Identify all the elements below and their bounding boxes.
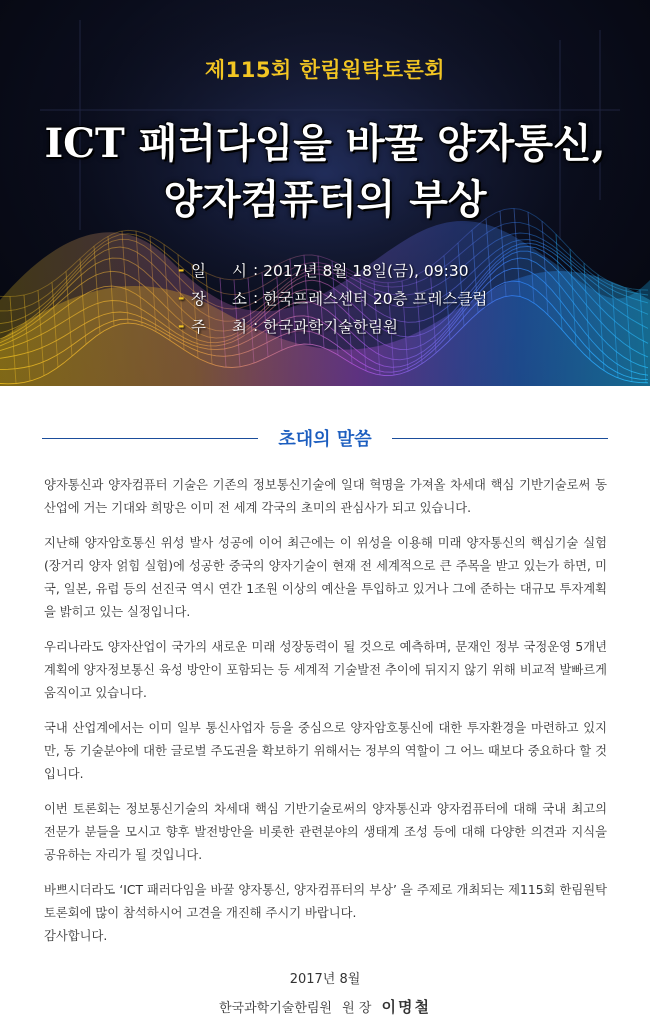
- bullet-dash: -: [178, 317, 185, 335]
- label-char: 시: [232, 262, 247, 280]
- paragraph: 양자통신과 양자컴퓨터 기술은 기존의 정보통신기술에 일대 혁명을 가져올 차세대 핵심 기반기술로써 동산업에 거는 기대와 희망은 이미 전 세계 각국의 초미의 관심사가 되고 있습니다.: [44, 478, 607, 515]
- invitation-heading: 초대의 말씀: [278, 429, 372, 450]
- bullet-dash: -: [178, 261, 185, 279]
- invitation-body: [44, 474, 607, 948]
- label-char: 주: [191, 318, 206, 336]
- label-char: 소: [232, 290, 247, 308]
- letter-date: 2017년 8월: [289, 972, 361, 987]
- info-value: 한국프레스센터 20층 프레스클럽: [263, 290, 488, 308]
- signer-name: 이명철: [381, 998, 432, 1016]
- event-title-line-1: ICT 패러다임을 바꿀 양자통신,: [44, 120, 606, 167]
- paragraph: 우리나라도 양자산업이 국가의 새로운 미래 성장동력이 될 것으로 예측하며, 문재인 정부 국정운영 5개년 계획에 양자정보통신 육성 방안이 포함되는 등 세계적 기술발전 추이에 뒤지지 않기 위해 비교적 발빠르게 움직이고 있습니다.: [44, 640, 607, 700]
- event-title-line-2: 양자컴퓨터의 부상: [163, 176, 487, 223]
- label-char: 최: [232, 318, 247, 336]
- info-row-host: [178, 312, 487, 340]
- info-row-time: [178, 256, 487, 284]
- separator: :: [253, 317, 259, 335]
- info-value: 한국과학기술한림원: [263, 318, 398, 336]
- label-char: 일: [191, 262, 206, 280]
- separator: :: [253, 289, 259, 307]
- signer-position: 원 장: [342, 1001, 372, 1016]
- event-banner: [0, 0, 650, 386]
- info-row-place: [178, 284, 487, 312]
- paragraph: 국내 산업계에서는 이미 일부 통신사업자 등을 중심으로 양자암호통신에 대한 투자환경을 마련하고 있지만, 동 기술분야에 대한 글로벌 주도권을 확보하기 위해서는 정부의 역할이 그 어느 때보다 중요하다 할 것입니다.: [44, 721, 607, 781]
- paragraph: 지난해 양자암호통신 위성 발사 성공에 이어 최근에는 이 위성을 이용해 미래 양자통신의 핵심기술 실험(장거리 양자 얽힘 실험)에 성공한 중국의 양자기술이 현재 전 세계적으로 큰 주목을 받고 있는가 하면, 미국, 일본, 유럽 등의 선진국 역시 연간 1조원 이상의 예산을 투입하고 있거나 그에 준하는 대규모 투자계획을 밝히고 있는 실정입니다.: [44, 536, 607, 619]
- divider-left: [42, 438, 258, 439]
- signature-line: [0, 996, 650, 1017]
- separator: :: [253, 261, 259, 279]
- event-info: [178, 256, 487, 340]
- info-label: [191, 259, 253, 281]
- divider-right: [392, 438, 608, 439]
- label-char: 장: [191, 290, 206, 308]
- event-title: [0, 116, 650, 228]
- thanks-text: 감사합니다.: [44, 929, 108, 943]
- closing-paragraph: 바쁘시더라도 ‘ICT 패러다임을 바꿀 양자통신, 양자컴퓨터의 부상’ 을 주제로 개최되는 제115회 한림원탁토론회에 많이 참석하시어 고견을 개진해 주시기 바랍니다.: [44, 883, 607, 920]
- invitation-heading-bar: [42, 424, 608, 452]
- bullet-dash: -: [178, 289, 185, 307]
- info-label: [191, 287, 253, 309]
- info-label: [191, 315, 253, 337]
- paragraph: 이번 토론회는 정보통신기술의 차세대 핵심 기반기술로써의 양자통신과 양자컴퓨터에 대해 국내 최고의 전문가 분들을 모시고 향후 발전방안을 비롯한 관련분야의 생태계 조성 등에 대해 다양한 의견과 지식을 공유하는 자리가 될 것입니다.: [44, 802, 607, 862]
- event-subtitle: 제115회 한림원탁토론회: [204, 58, 446, 82]
- info-value: 2017년 8월 18일(금), 09:30: [263, 262, 469, 280]
- organization-name: 한국과학기술한림원: [218, 1001, 332, 1016]
